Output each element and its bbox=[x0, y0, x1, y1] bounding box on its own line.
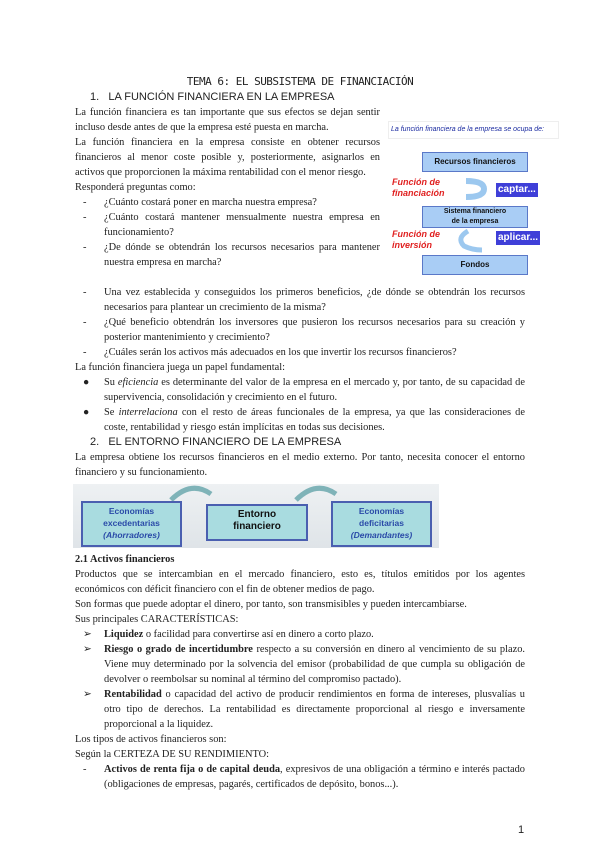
box-recursos: Recursos financieros bbox=[422, 152, 528, 172]
section-1-heading: 1. LA FUNCIÓN FINANCIERA EN LA EMPRESA bbox=[90, 91, 335, 103]
list-item: ¿Cuánto costará mantener mensualmente nuestra empresa en funcionamiento? bbox=[104, 212, 380, 238]
paragraph: Productos que se intercambian en el mercado financiero, esto es, títulos emitidos por los agentes económicos con déficit financiero con el fin de obtener medios de pago. bbox=[75, 569, 525, 595]
curved-arrow-icon bbox=[163, 484, 223, 502]
paragraph: Los tipos de activos financieros son: bbox=[75, 734, 227, 745]
page-number: 1 bbox=[518, 824, 525, 836]
box-economias-excedentarias: Economías excedentarias (Ahorradores) bbox=[81, 501, 182, 547]
label-funcion-financiacion: Función de financiación bbox=[392, 177, 445, 198]
paragraph: La empresa obtiene los recursos financieros en el medio externo. Por tanto, necesita conocer el entorno financiero y su funcionamiento. bbox=[75, 452, 525, 478]
diagram-header: La función financiera de la empresa se ocupa de: bbox=[388, 121, 559, 139]
paragraph: Responderá preguntas como: bbox=[75, 182, 196, 193]
list-item: ¿Cuáles serán los activos más adecuados en los que invertir los recursos financieros? bbox=[104, 347, 457, 358]
list-item: Una vez establecida y conseguidos los primeros beneficios, ¿de dónde se obtendrán los recursos necesarios para plantear un crecimiento de la misma? bbox=[104, 287, 525, 313]
tag-aplicar: aplicar... bbox=[498, 232, 539, 243]
box-fondos: Fondos bbox=[422, 255, 528, 275]
paragraph: Son formas que puede adoptar el dinero, por tanto, son transmisibles y pueden intercambiarse. bbox=[75, 599, 467, 610]
section-2-heading: 2. EL ENTORNO FINANCIERO DE LA EMPRESA bbox=[90, 436, 342, 448]
main-column bbox=[75, 74, 544, 792]
financial-environment-diagram bbox=[73, 484, 439, 548]
question-list: - ¿Cuánto costará poner en marcha nuestra empresa? - ¿Cuánto costará mantener mensualmente nuestra empresa en funcionamiento? - ¿De dónde se obtendrán los recursos necesarios para mantener nuestra empresa en marcha? - Una vez establecida y conseguidos los primeros beneficios, ¿de dónde se obtendrán los recursos necesarios para plantear un crecimiento de la misma? - ¿Qué beneficio obtendrán los inversores que pusieron los recursos necesarios para su creación y posterior mantenimiento y crecimiento? - ¿Cuáles serán los activos más adecuados en los que invertir los recursos financieros? bbox=[83, 197, 525, 358]
box-entorno-financiero: Entorno financiero bbox=[206, 504, 308, 541]
paragraph: La función financiera juega un papel fundamental: bbox=[75, 362, 286, 373]
document-title: TEMA 6: EL SUBSISTEMA DE FINANCIACIÓN bbox=[186, 75, 414, 88]
paragraph: La función financiera en la empresa consiste en obtener recursos financieros al menor coste posible y, posteriormente, asignarlos en activos que proporcionen la máxima rentabilidad con el menor riesgo. bbox=[75, 137, 380, 178]
subsection-heading: 2.1 Activos financieros bbox=[75, 554, 175, 565]
paragraph: Sus principales CARACTERÍSTICAS: bbox=[75, 614, 239, 625]
list-item: ¿Qué beneficio obtendrán los inversores que pusieron los recursos necesarios para su creación y posterior mantenimiento y crecimiento? bbox=[104, 317, 525, 343]
characteristics-list: ➢ Liquidez o facilidad para convertirse así en dinero a corto plazo. ➢ Riesgo o grado de incertidumbre respecto a su conversión en dinero al vencimiento de su plazo. Viene muy determinado por la solvencia del emisor (probabilidad de que cumpla su obligación de devolver o reembolsar su nominal al término del compromiso pactado). ➢ Rentabilidad o capacidad del activo de producir rendimientos en forma de intereses, plusvalías u otro tipo de derechos. La rentabilidad es directamente proporcional al riesgo e inversamente proporcional a la liquidez. bbox=[83, 629, 525, 730]
types-list: - Activos de renta fija o de capital deuda, expresivos de una obligación a término e interés pactado (obligaciones de empresas, pagarés, certificados de depósito, bonos...). bbox=[83, 764, 525, 790]
box-sistema: Sistema financiero de la empresa bbox=[422, 206, 528, 228]
paragraph: La función financiera es tan importante que sus efectos se dejan sentir incluso desde antes de que la empresa esté puesta en marcha. bbox=[75, 107, 380, 133]
paragraph: Según la CERTEZA DE SU RENDIMIENTO: bbox=[75, 749, 269, 760]
list-item: ¿Cuánto costará poner en marcha nuestra empresa? bbox=[104, 197, 317, 208]
box-economias-deficitarias: Economías deficitarias (Demandantes) bbox=[331, 501, 432, 547]
curved-arrow-icon bbox=[288, 484, 348, 502]
label-funcion-inversion: Función de inversión bbox=[392, 229, 440, 250]
bullet-list: ● Su eficiencia es determinante del valor de la empresa en el mercado y, por tanto, de su capacidad de supervivencia, consolidación y crecimiento en el futuro. ● Se interrelaciona con el resto de áreas funcionales de la empresa, ya que las consideraciones de coste, rentabilidad y riesgo están implícitas en todas sus decisiones. bbox=[83, 377, 525, 433]
list-item: ¿De dónde se obtendrán los recursos necesarios para mantener nuestra empresa en marcha? bbox=[104, 242, 380, 268]
tag-captar: captar... bbox=[498, 184, 536, 195]
